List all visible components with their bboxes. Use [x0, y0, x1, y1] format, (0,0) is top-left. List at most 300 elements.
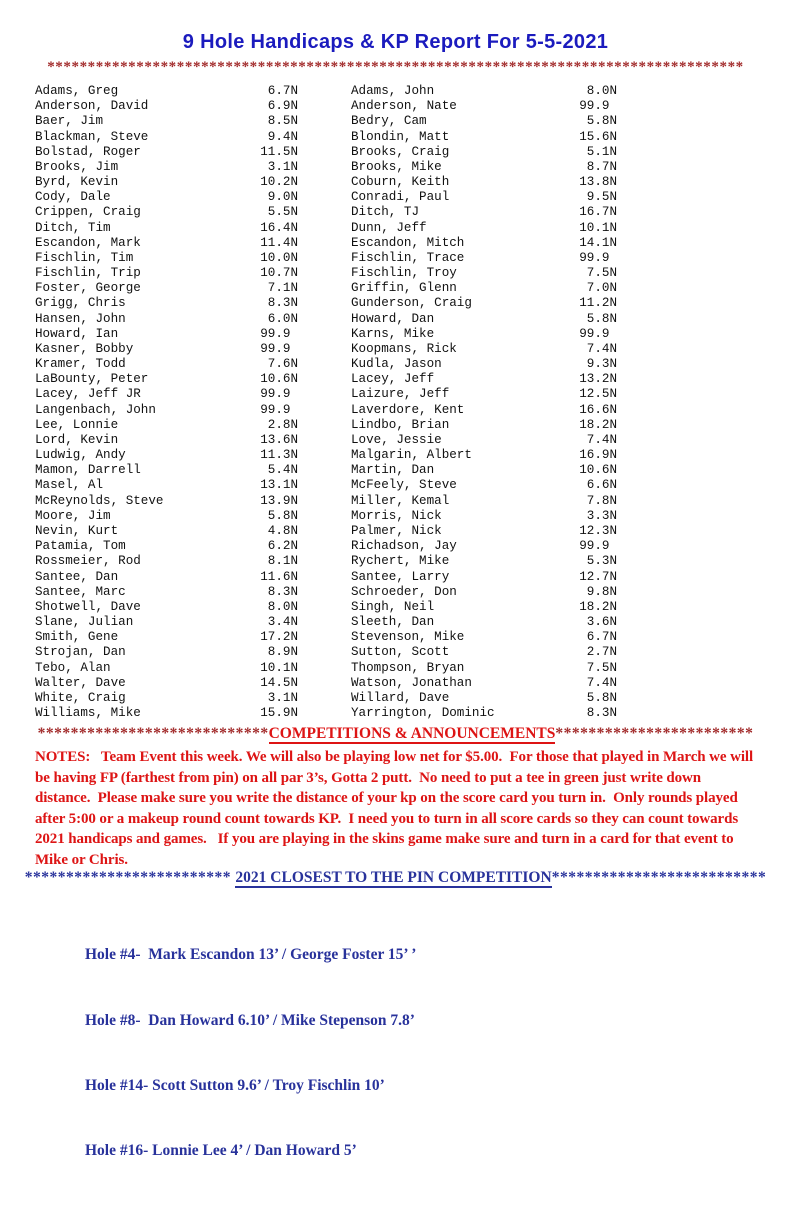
handicap-number: 99.9	[260, 326, 291, 341]
handicap-number: 99.9	[260, 387, 291, 402]
handicap-suffix: N	[609, 493, 618, 508]
roster-row	[35, 403, 298, 418]
handicap-value	[579, 266, 617, 281]
handicap-value	[260, 281, 298, 296]
handicap-value	[260, 494, 298, 509]
handicap-number: 3.1	[267, 159, 291, 174]
player-name: Schroeder, Don	[351, 584, 457, 599]
player-name: Lee, Lonnie	[35, 417, 119, 432]
handicap-number: 11.6	[260, 569, 291, 584]
roster-column-left	[35, 84, 298, 721]
handicap-value	[260, 448, 298, 463]
handicap-value	[579, 630, 617, 645]
handicap-suffix: N	[609, 114, 618, 129]
handicap-suffix: N	[609, 690, 618, 705]
competitions-header-line	[0, 725, 791, 743]
handicap-number: 3.1	[267, 690, 291, 705]
roster-row	[351, 706, 617, 721]
handicap-suffix: N	[609, 448, 618, 463]
handicap-suffix: N	[609, 508, 618, 523]
handicap-number: 99.9	[579, 326, 610, 341]
player-name: Conradi, Paul	[351, 190, 450, 205]
roster-row	[35, 145, 298, 160]
handicap-value	[579, 130, 617, 145]
handicap-number: 5.8	[267, 508, 291, 523]
handicap-number: 13.2	[579, 372, 610, 387]
player-name: McFeely, Steve	[351, 478, 457, 493]
roster-row	[35, 630, 298, 645]
handicap-number: 5.3	[586, 554, 610, 569]
handicap-number: 16.4	[260, 220, 291, 235]
handicap-value	[260, 403, 298, 418]
player-name: Brooks, Craig	[351, 144, 450, 159]
roster-row	[351, 114, 617, 129]
player-name: Walter, Dave	[35, 675, 126, 690]
roster-row	[35, 130, 298, 145]
handicap-value	[579, 251, 617, 266]
handicap-value	[260, 600, 298, 615]
roster-row	[351, 403, 617, 418]
roster-row	[35, 463, 298, 478]
roster-row	[351, 296, 617, 311]
handicap-suffix: N	[609, 205, 618, 220]
player-name: Anderson, Nate	[351, 99, 457, 114]
handicap-number: 99.9	[579, 250, 610, 265]
handicap-number: 10.0	[260, 250, 291, 265]
handicap-value	[260, 524, 298, 539]
handicap-suffix: N	[609, 615, 618, 630]
handicap-value	[260, 387, 298, 402]
handicap-value	[579, 296, 617, 311]
handicap-value	[260, 630, 298, 645]
roster-row	[35, 539, 298, 554]
player-name: Sleeth, Dan	[351, 615, 435, 630]
handicap-value	[260, 645, 298, 660]
roster-row	[35, 600, 298, 615]
roster-row	[35, 387, 298, 402]
handicap-value	[579, 205, 617, 220]
handicap-value	[260, 296, 298, 311]
player-name: Fischlin, Trip	[35, 266, 141, 281]
handicap-value	[579, 403, 617, 418]
handicap-number: 17.2	[260, 630, 291, 645]
roster-row	[351, 160, 617, 175]
roster-row	[35, 478, 298, 493]
handicap-value	[579, 281, 617, 296]
handicap-suffix: N	[290, 114, 299, 129]
player-name: Bedry, Cam	[351, 114, 427, 129]
handicap-number: 5.8	[586, 690, 610, 705]
handicap-suffix: N	[609, 84, 618, 98]
player-name: Ludwig, Andy	[35, 448, 126, 463]
handicap-suffix: N	[290, 357, 299, 372]
handicap-suffix: N	[290, 523, 299, 538]
roster-row	[351, 387, 617, 402]
roster-row	[35, 418, 298, 433]
handicap-number: 10.7	[260, 266, 291, 281]
pin-right-stars: **************************	[551, 869, 767, 886]
handicap-number: 10.1	[579, 220, 610, 235]
roster-row	[35, 661, 298, 676]
handicap-suffix: N	[290, 645, 299, 660]
handicap-value	[579, 585, 617, 600]
handicap-suffix: N	[290, 190, 299, 205]
player-name: Byrd, Kevin	[35, 175, 119, 190]
handicap-number: 12.3	[579, 523, 610, 538]
handicap-number: 15.9	[260, 706, 291, 721]
roster-row	[35, 251, 298, 266]
roster-row	[351, 145, 617, 160]
player-name: Patamia, Tom	[35, 539, 126, 554]
player-name: Stevenson, Mike	[351, 630, 465, 645]
player-name: Anderson, David	[35, 99, 149, 114]
roster-row	[35, 524, 298, 539]
player-name: Escandon, Mitch	[351, 235, 465, 250]
player-name: LaBounty, Peter	[35, 372, 149, 387]
roster-row	[351, 645, 617, 660]
handicap-number: 6.0	[267, 311, 291, 326]
handicap-suffix: N	[290, 660, 299, 675]
handicap-value	[579, 494, 617, 509]
handicap-number: 11.3	[260, 448, 291, 463]
roster-row	[351, 570, 617, 585]
roster-row	[351, 418, 617, 433]
handicap-number: 8.5	[267, 114, 291, 129]
player-name: Moore, Jim	[35, 508, 111, 523]
handicap-suffix: N	[609, 660, 618, 675]
player-name: Smith, Gene	[35, 630, 119, 645]
handicap-value	[260, 585, 298, 600]
handicap-value	[260, 99, 298, 114]
handicap-suffix: N	[609, 402, 618, 417]
roster-row	[351, 130, 617, 145]
roster-row	[35, 615, 298, 630]
handicap-number: 99.9	[579, 99, 610, 114]
handicap-suffix: N	[290, 554, 299, 569]
handicap-number: 8.7	[586, 159, 610, 174]
roster-row	[351, 281, 617, 296]
roster-row	[35, 342, 298, 357]
handicap-suffix: N	[290, 144, 299, 159]
player-name: Langenbach, John	[35, 402, 156, 417]
handicap-suffix: N	[609, 675, 618, 690]
handicap-value	[579, 160, 617, 175]
roster-row	[35, 327, 298, 342]
handicap-suffix: N	[290, 417, 299, 432]
handicap-suffix: N	[609, 523, 618, 538]
player-name: Gunderson, Craig	[351, 296, 472, 311]
player-name: Grigg, Chris	[35, 296, 126, 311]
roster-row	[351, 372, 617, 387]
handicap-number: 13.9	[260, 493, 291, 508]
handicap-number: 12.5	[579, 387, 610, 402]
roster-row	[35, 175, 298, 190]
handicap-number: 2.8	[267, 417, 291, 432]
handicap-value	[260, 478, 298, 493]
player-name: Karns, Mike	[351, 326, 435, 341]
handicap-suffix: N	[290, 235, 299, 250]
handicap-value	[579, 372, 617, 387]
player-name: Rychert, Mike	[351, 554, 450, 569]
handicap-number: 18.2	[579, 417, 610, 432]
handicap-number: 11.4	[260, 235, 291, 250]
player-name: Laizure, Jeff	[351, 387, 450, 402]
pin-result-hole-14: Hole #14- Scott Sutton 9.6’ / Troy Fischlin 10’	[85, 1076, 385, 1094]
handicap-suffix: N	[290, 630, 299, 645]
handicap-number: 9.0	[267, 190, 291, 205]
player-name: Crippen, Craig	[35, 205, 141, 220]
roster-row	[351, 84, 617, 99]
handicap-number: 7.4	[586, 432, 610, 447]
player-name: Richadson, Jay	[351, 539, 457, 554]
handicap-value	[579, 418, 617, 433]
roster-column-right	[351, 84, 617, 721]
handicap-value	[579, 645, 617, 660]
player-name: Willard, Dave	[351, 690, 450, 705]
handicap-value	[260, 539, 298, 554]
handicap-value	[579, 145, 617, 160]
handicap-suffix: N	[609, 599, 618, 614]
handicap-number: 10.6	[260, 372, 291, 387]
player-name: Laverdore, Kent	[351, 402, 465, 417]
handicap-suffix: N	[609, 478, 618, 493]
player-name: Santee, Larry	[351, 569, 450, 584]
roster-row	[351, 676, 617, 691]
roster-row	[351, 494, 617, 509]
roster-row	[35, 706, 298, 721]
pin-result-hole-8: Hole #8- Dan Howard 6.10’ / Mike Stepenson 7.8’	[85, 1011, 415, 1029]
roster-row	[35, 494, 298, 509]
handicap-value	[579, 433, 617, 448]
handicap-value	[260, 327, 298, 342]
handicap-number: 13.8	[579, 175, 610, 190]
handicap-value	[579, 478, 617, 493]
handicap-suffix: N	[609, 341, 618, 356]
handicap-suffix: N	[609, 569, 618, 584]
player-name: Fischlin, Troy	[351, 266, 457, 281]
player-name: Brooks, Jim	[35, 159, 119, 174]
handicap-number: 7.0	[586, 281, 610, 296]
handicap-number: 6.6	[586, 478, 610, 493]
handicap-value	[579, 84, 617, 99]
roster-row	[351, 661, 617, 676]
roster-row	[35, 266, 298, 281]
player-name: Martin, Dan	[351, 463, 435, 478]
player-name: Kudla, Jason	[351, 357, 442, 372]
handicap-suffix: N	[609, 706, 618, 721]
handicap-suffix: N	[290, 539, 299, 554]
handicap-suffix: N	[609, 584, 618, 599]
pin-left-stars: *************************	[24, 869, 236, 886]
handicap-suffix: N	[290, 508, 299, 523]
handicap-value	[579, 190, 617, 205]
handicap-number: 8.1	[267, 554, 291, 569]
handicap-suffix: N	[290, 250, 299, 265]
handicap-suffix: N	[609, 159, 618, 174]
roster-row	[35, 99, 298, 114]
handicap-suffix: N	[290, 281, 299, 296]
player-name: Morris, Nick	[351, 508, 442, 523]
handicap-suffix: N	[609, 357, 618, 372]
roster-row	[35, 236, 298, 251]
handicap-number: 7.5	[586, 266, 610, 281]
handicap-value	[579, 691, 617, 706]
handicap-number: 9.3	[586, 357, 610, 372]
handicap-suffix: N	[290, 675, 299, 690]
roster-row	[351, 554, 617, 569]
handicap-number: 7.5	[586, 660, 610, 675]
roster-row	[351, 236, 617, 251]
handicap-suffix: N	[609, 630, 618, 645]
handicap-suffix: N	[290, 463, 299, 478]
handicap-value	[579, 357, 617, 372]
handicap-value	[260, 418, 298, 433]
player-name: Rossmeier, Rod	[35, 554, 141, 569]
handicap-number: 8.3	[267, 584, 291, 599]
handicap-suffix: N	[290, 159, 299, 174]
handicap-suffix: N	[290, 690, 299, 705]
handicap-suffix: N	[609, 175, 618, 190]
roster-row	[35, 84, 298, 99]
player-name: Fischlin, Tim	[35, 250, 134, 265]
handicap-number: 14.1	[579, 235, 610, 250]
roster-row	[35, 312, 298, 327]
handicap-suffix: N	[609, 432, 618, 447]
roster-row	[351, 615, 617, 630]
handicap-number: 5.8	[586, 311, 610, 326]
handicap-suffix: N	[609, 235, 618, 250]
handicap-suffix: N	[609, 129, 618, 144]
handicap-suffix: N	[290, 372, 299, 387]
handicap-number: 8.3	[267, 296, 291, 311]
player-name: McReynolds, Steve	[35, 493, 164, 508]
player-name: Sutton, Scott	[351, 645, 450, 660]
roster-row	[35, 357, 298, 372]
player-name: Strojan, Dan	[35, 645, 126, 660]
roster-row	[351, 175, 617, 190]
handicap-number: 11.5	[260, 144, 291, 159]
handicap-value	[579, 676, 617, 691]
roster-row	[351, 357, 617, 372]
handicap-value	[579, 114, 617, 129]
player-name: Coburn, Keith	[351, 175, 450, 190]
handicap-value	[260, 251, 298, 266]
handicap-number: 7.4	[586, 675, 610, 690]
handicap-number: 16.6	[579, 402, 610, 417]
handicap-value	[579, 524, 617, 539]
handicap-number: 6.7	[267, 84, 291, 98]
pin-results-list	[85, 901, 416, 1205]
player-name: Mamon, Darrell	[35, 463, 141, 478]
handicap-value	[260, 661, 298, 676]
handicap-number: 5.1	[586, 144, 610, 159]
player-name: Kasner, Bobby	[35, 341, 134, 356]
handicap-suffix: N	[609, 554, 618, 569]
handicap-value	[260, 372, 298, 387]
player-name: Cody, Dale	[35, 190, 111, 205]
handicap-number: 9.5	[586, 190, 610, 205]
handicap-number: 4.8	[267, 523, 291, 538]
handicap-suffix: N	[609, 417, 618, 432]
roster-row	[351, 266, 617, 281]
player-name: Foster, George	[35, 281, 141, 296]
handicap-suffix: N	[290, 84, 299, 98]
roster-row	[35, 585, 298, 600]
handicap-value	[260, 691, 298, 706]
handicap-value	[260, 190, 298, 205]
handicap-suffix: N	[290, 296, 299, 311]
handicap-value	[579, 327, 617, 342]
player-name: Blondin, Matt	[351, 129, 450, 144]
roster-row	[35, 570, 298, 585]
handicap-number: 6.2	[267, 539, 291, 554]
handicap-value	[260, 145, 298, 160]
handicap-suffix: N	[290, 569, 299, 584]
handicap-suffix: N	[290, 205, 299, 220]
handicap-suffix: N	[290, 493, 299, 508]
player-name: Love, Jessie	[351, 432, 442, 447]
player-name: Bolstad, Roger	[35, 144, 141, 159]
handicap-roster	[0, 84, 791, 722]
handicap-value	[579, 387, 617, 402]
handicap-number: 12.7	[579, 569, 610, 584]
handicap-number: 5.4	[267, 463, 291, 478]
handicap-suffix: N	[609, 463, 618, 478]
roster-row	[351, 205, 617, 220]
roster-row	[351, 524, 617, 539]
handicap-number: 3.3	[586, 508, 610, 523]
handicap-suffix: N	[609, 220, 618, 235]
player-name: Dunn, Jeff	[351, 220, 427, 235]
handicap-number: 10.1	[260, 660, 291, 675]
handicap-value	[260, 554, 298, 569]
handicap-number: 99.9	[260, 402, 291, 417]
roster-row	[351, 585, 617, 600]
handicap-value	[260, 706, 298, 721]
handicap-number: 8.0	[586, 84, 610, 98]
handicap-value	[579, 448, 617, 463]
handicap-number: 7.1	[267, 281, 291, 296]
handicap-number: 10.6	[579, 463, 610, 478]
player-name: Shotwell, Dave	[35, 599, 141, 614]
handicap-value	[260, 205, 298, 220]
roster-row	[35, 509, 298, 524]
roster-row	[351, 251, 617, 266]
player-name: Watson, Jonathan	[351, 675, 472, 690]
handicap-value	[260, 615, 298, 630]
roster-row	[35, 190, 298, 205]
player-name: Lacey, Jeff	[351, 372, 435, 387]
player-name: Slane, Julian	[35, 615, 134, 630]
handicap-value	[260, 676, 298, 691]
handicap-value	[579, 554, 617, 569]
roster-row	[35, 296, 298, 311]
roster-row	[35, 554, 298, 569]
player-name: Lord, Kevin	[35, 432, 119, 447]
handicap-number: 18.2	[579, 599, 610, 614]
player-name: Palmer, Nick	[351, 523, 442, 538]
handicap-number: 99.9	[260, 341, 291, 356]
handicap-value	[579, 236, 617, 251]
handicap-value	[260, 463, 298, 478]
roster-row	[351, 509, 617, 524]
player-name: Hansen, John	[35, 311, 126, 326]
handicap-suffix: N	[290, 584, 299, 599]
player-name: Yarrington, Dominic	[351, 706, 495, 721]
handicap-value	[579, 600, 617, 615]
player-name: Ditch, TJ	[351, 205, 420, 220]
handicap-number: 9.4	[267, 129, 291, 144]
